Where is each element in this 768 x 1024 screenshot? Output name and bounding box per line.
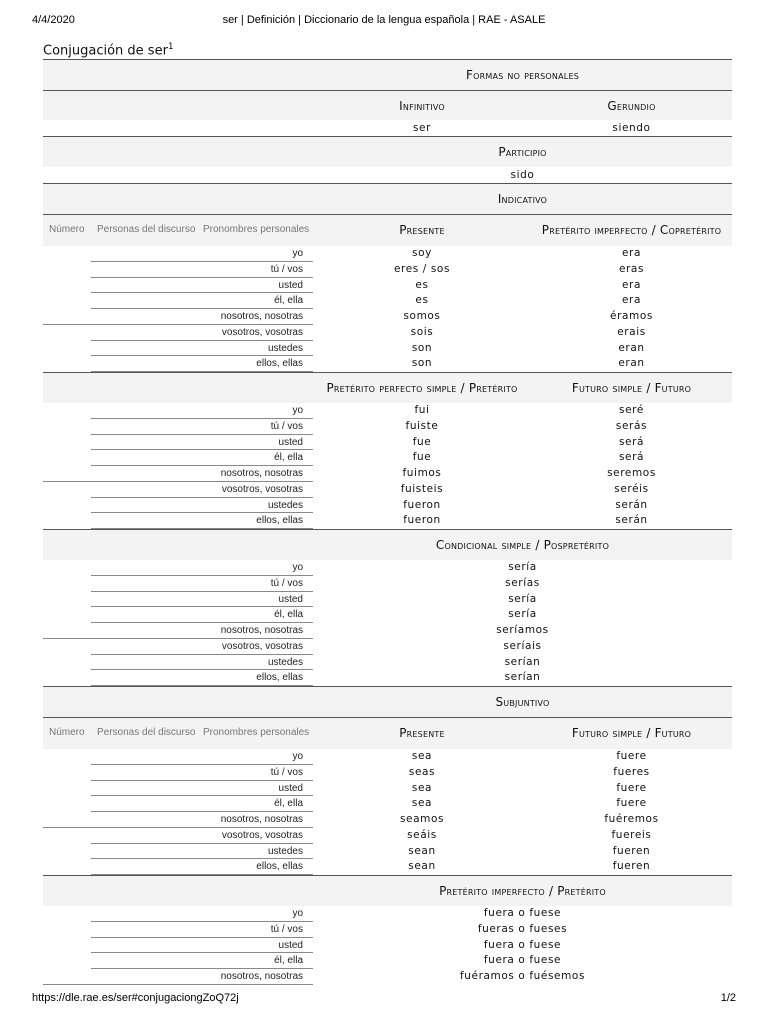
pronoun-cell: tú / vos [91,419,313,435]
conjugation-row [43,938,732,954]
numero-label: Número [49,224,85,235]
verb-form-cell: era [621,294,641,307]
verb-form-cell: son [411,341,433,354]
verb-form-cell: fuereis [611,828,652,841]
verb-form-cell: serán [615,514,648,527]
conjugation-row [43,796,732,812]
conjugation-row [43,906,732,922]
verb-form-cell: serían [504,671,541,684]
verb-form-cell: son [411,357,433,370]
indicativo-column-header [43,214,732,246]
verb-form-cell: fuere [616,797,647,810]
verb-form-cell: es [415,278,429,291]
verb-form-cell: fue [412,451,432,464]
verb-form-cell: fuéramos o fuésemos [459,970,586,982]
verb-form-cell: serían [504,655,541,668]
formas-heading: Formas no personales [466,68,579,82]
ind-perfecto-simple-label: Pretérito perfecto simple / Pretérito [326,381,518,395]
conjugation-row [43,482,732,498]
verb-form-cell: fuera o fuese [483,907,562,919]
verb-form-cell: era [621,247,641,259]
verb-form-cell: seas [408,765,436,778]
verb-form-cell: seríamos [496,624,549,636]
section-formas-no-personales [43,59,732,90]
subjuntivo-column-header [43,717,732,749]
number-divider [43,984,91,985]
pronoun-cell: vosotros, vosotras [91,639,313,655]
pronoun-cell: tú / vos [91,576,313,592]
verb-form-cell: soy [412,247,432,259]
conjugation-row [43,403,732,419]
pronoun-cell: usted [91,435,313,451]
conjugation-row [43,812,732,828]
conjugation-row [43,781,732,797]
verb-form-cell: seamos [399,813,445,825]
verb-form-cell: eran [618,357,645,370]
print-page-number: 1/2 [720,992,736,1004]
infinitivo-gerundio-values [43,120,732,136]
ind-presente-imperfecto-rows [43,246,732,372]
verb-form-cell: sean [408,860,436,873]
conjugation-row [43,341,732,357]
verb-form-cell: sea [411,781,433,794]
conjugation-row [43,922,732,938]
conjugation-row [43,844,732,860]
pronoun-cell: ellos, ellas [91,670,313,686]
pronoun-cell: usted [91,781,313,797]
conjugation-row [43,246,732,262]
subjuntivo-heading: Subjuntivo [495,695,550,709]
ind-presente-label: Presente [399,223,445,237]
conjugation-row [43,828,732,844]
verb-form-cell: serán [615,498,648,511]
verb-form-cell: sería [508,608,537,621]
verb-form-cell: fueron [403,514,441,527]
pronoun-cell: tú / vos [91,765,313,781]
participio-value: sido [510,169,535,181]
pronoun-cell: ellos, ellas [91,356,313,372]
verb-form-cell: sois [410,325,434,338]
sub-presente-futuro-rows [43,749,732,875]
conjugation-row [43,278,732,294]
conjugation-row [43,969,732,985]
verb-form-cell: fuere [616,750,647,762]
verb-form-cell: eran [618,341,645,354]
verb-form-cell: fuiste [405,419,439,432]
pronoun-cell: vosotros, vosotras [91,482,313,498]
print-date: 4/4/2020 [32,14,75,26]
verb-form-cell: fueras o fueses [477,922,568,935]
conjugation-row [43,356,732,372]
personas-label: Personas del discurso [97,727,196,738]
verb-form-cell: seréis [614,482,649,495]
verb-form-cell: seremos [607,467,656,479]
sub-imperfecto-label: Pretérito imperfecto / Pretérito [439,884,606,898]
verb-form-cell: fuere [616,781,647,794]
pronoun-cell: yo [91,403,313,419]
verb-form-cell: sería [508,592,537,605]
conjugation-row [43,592,732,608]
pronoun-cell: nosotros, nosotras [91,623,313,639]
conjugation-row [43,859,732,875]
pronoun-cell: nosotros, nosotras [91,309,313,325]
pronoun-cell: usted [91,592,313,608]
verb-form-cell: serás [615,419,648,432]
print-footer [32,992,736,1008]
sub-presente-label: Presente [399,726,445,740]
verb-form-cell: sería [508,561,537,573]
pronoun-cell: vosotros, vosotras [91,828,313,844]
infinitivo-gerundio-header [43,90,732,120]
pronombres-label: Pronombres personales [203,224,310,235]
ind-condicional-label: Condicional simple / Pospretérito [435,538,610,552]
verb-form-cell: fueren [612,860,651,873]
conjugation-row [43,623,732,639]
conjugation-row [43,419,732,435]
pronoun-cell: yo [91,749,313,765]
pronombres-label: Pronombres personales [203,727,310,738]
pronoun-cell: ustedes [91,498,313,514]
ind-perfecto-futuro-rows [43,403,732,529]
pronoun-cell: tú / vos [91,922,313,938]
conjugation-row [43,435,732,451]
conjugation-row [43,513,732,529]
conjugation-title-text: Conjugación de ser [43,43,168,59]
conjugation-row [43,607,732,623]
conjugation-row [43,639,732,655]
verb-form-cell: era [621,278,641,291]
verb-form-cell: fuera o fuese [483,954,562,967]
verb-form-cell: seríais [503,639,542,652]
verb-form-cell: fuisteis [400,482,444,495]
ind-futuro-label: Futuro simple / Futuro [571,381,692,395]
conjugation-title-sup: 1 [167,42,174,52]
verb-form-cell: fui [414,404,430,416]
verb-form-cell: éramos [610,310,653,322]
pronoun-cell: ustedes [91,341,313,357]
verb-form-cell: sean [408,844,436,857]
conjugation-row [43,765,732,781]
conjugation-row [43,560,732,576]
section-subjuntivo [43,686,732,717]
pronoun-cell: él, ella [91,796,313,812]
sub-futuro-label: Futuro simple / Futuro [571,726,692,740]
conjugation-row [43,325,732,341]
conjugation-row [43,498,732,514]
verb-form-cell: fueron [403,498,441,511]
pronoun-cell: ustedes [91,655,313,671]
verb-form-cell: eres / sos [393,262,451,275]
verb-form-cell: fueren [612,844,651,857]
pronoun-cell: ellos, ellas [91,513,313,529]
conjugation-title [43,42,174,58]
verb-form-cell: sea [411,750,433,762]
conjugation-row [43,749,732,765]
pronoun-cell: yo [91,906,313,922]
gerundio-label: Gerundio [607,99,656,113]
verb-form-cell: erais [617,325,646,338]
pronoun-cell: nosotros, nosotras [91,969,313,985]
verb-form-cell: fuimos [402,467,442,479]
conjugation-row [43,262,732,278]
sub-imperfecto-rows [43,906,732,985]
pronoun-cell: yo [91,560,313,576]
ind-condicional-header [43,529,732,560]
verb-form-cell: fue [412,435,432,448]
ind-imperfecto-label: Pretérito imperfecto / Copretérito [541,223,722,237]
conjugation-row [43,450,732,466]
conjugation-row [43,293,732,309]
conjugation-row [43,466,732,482]
pronoun-cell: él, ella [91,607,313,623]
infinitivo-value: ser [412,122,432,134]
print-page-title: ser | Definición | Diccionario de la lengua española | RAE - ASALE [222,14,546,26]
gerundio-value: siendo [612,122,651,134]
pronoun-cell: ellos, ellas [91,859,313,875]
ind-condicional-rows [43,560,732,686]
conjugation-row [43,655,732,671]
participio-header [43,136,732,167]
indicativo-heading: Indicativo [497,192,548,206]
pronoun-cell: nosotros, nosotras [91,466,313,482]
conjugation-row [43,576,732,592]
pronoun-cell: él, ella [91,293,313,309]
conjugation-row [43,953,732,969]
verb-form-cell: sea [411,797,433,810]
print-url: https://dle.rae.es/ser#conjugaciongZoQ72j [32,992,239,1004]
verb-form-cell: es [415,294,429,307]
personas-label: Personas del discurso [97,224,196,235]
ind-perfecto-futuro-header [43,372,732,403]
verb-form-cell: será [618,451,645,464]
verb-form-cell: será [618,435,645,448]
participio-label: Participio [498,145,547,159]
pronoun-cell: él, ella [91,450,313,466]
pronoun-cell: tú / vos [91,262,313,278]
participio-values [43,167,732,183]
verb-form-cell: serías [505,576,540,589]
section-indicativo [43,183,732,214]
pronoun-cell: usted [91,278,313,294]
conjugation-row [43,670,732,686]
verb-form-cell: fuera o fuese [483,938,562,951]
pronoun-cell: nosotros, nosotras [91,812,313,828]
pronoun-cell: él, ella [91,953,313,969]
conjugation-row [43,309,732,325]
verb-form-cell: eras [618,262,645,275]
verb-form-cell: somos [403,310,441,322]
sub-imperfecto-header [43,875,732,906]
pronoun-cell: vosotros, vosotras [91,325,313,341]
verb-form-cell: fuéremos [604,813,659,825]
print-header [32,14,736,30]
pronoun-cell: ustedes [91,844,313,860]
conjugation-table [43,59,732,985]
pronoun-cell: yo [91,246,313,262]
pronoun-cell: usted [91,938,313,954]
verb-form-cell: seáis [407,828,437,841]
numero-label: Número [49,727,85,738]
infinitivo-label: Infinitivo [399,99,445,113]
verb-form-cell: fueres [613,765,650,778]
verb-form-cell: seré [619,404,644,416]
